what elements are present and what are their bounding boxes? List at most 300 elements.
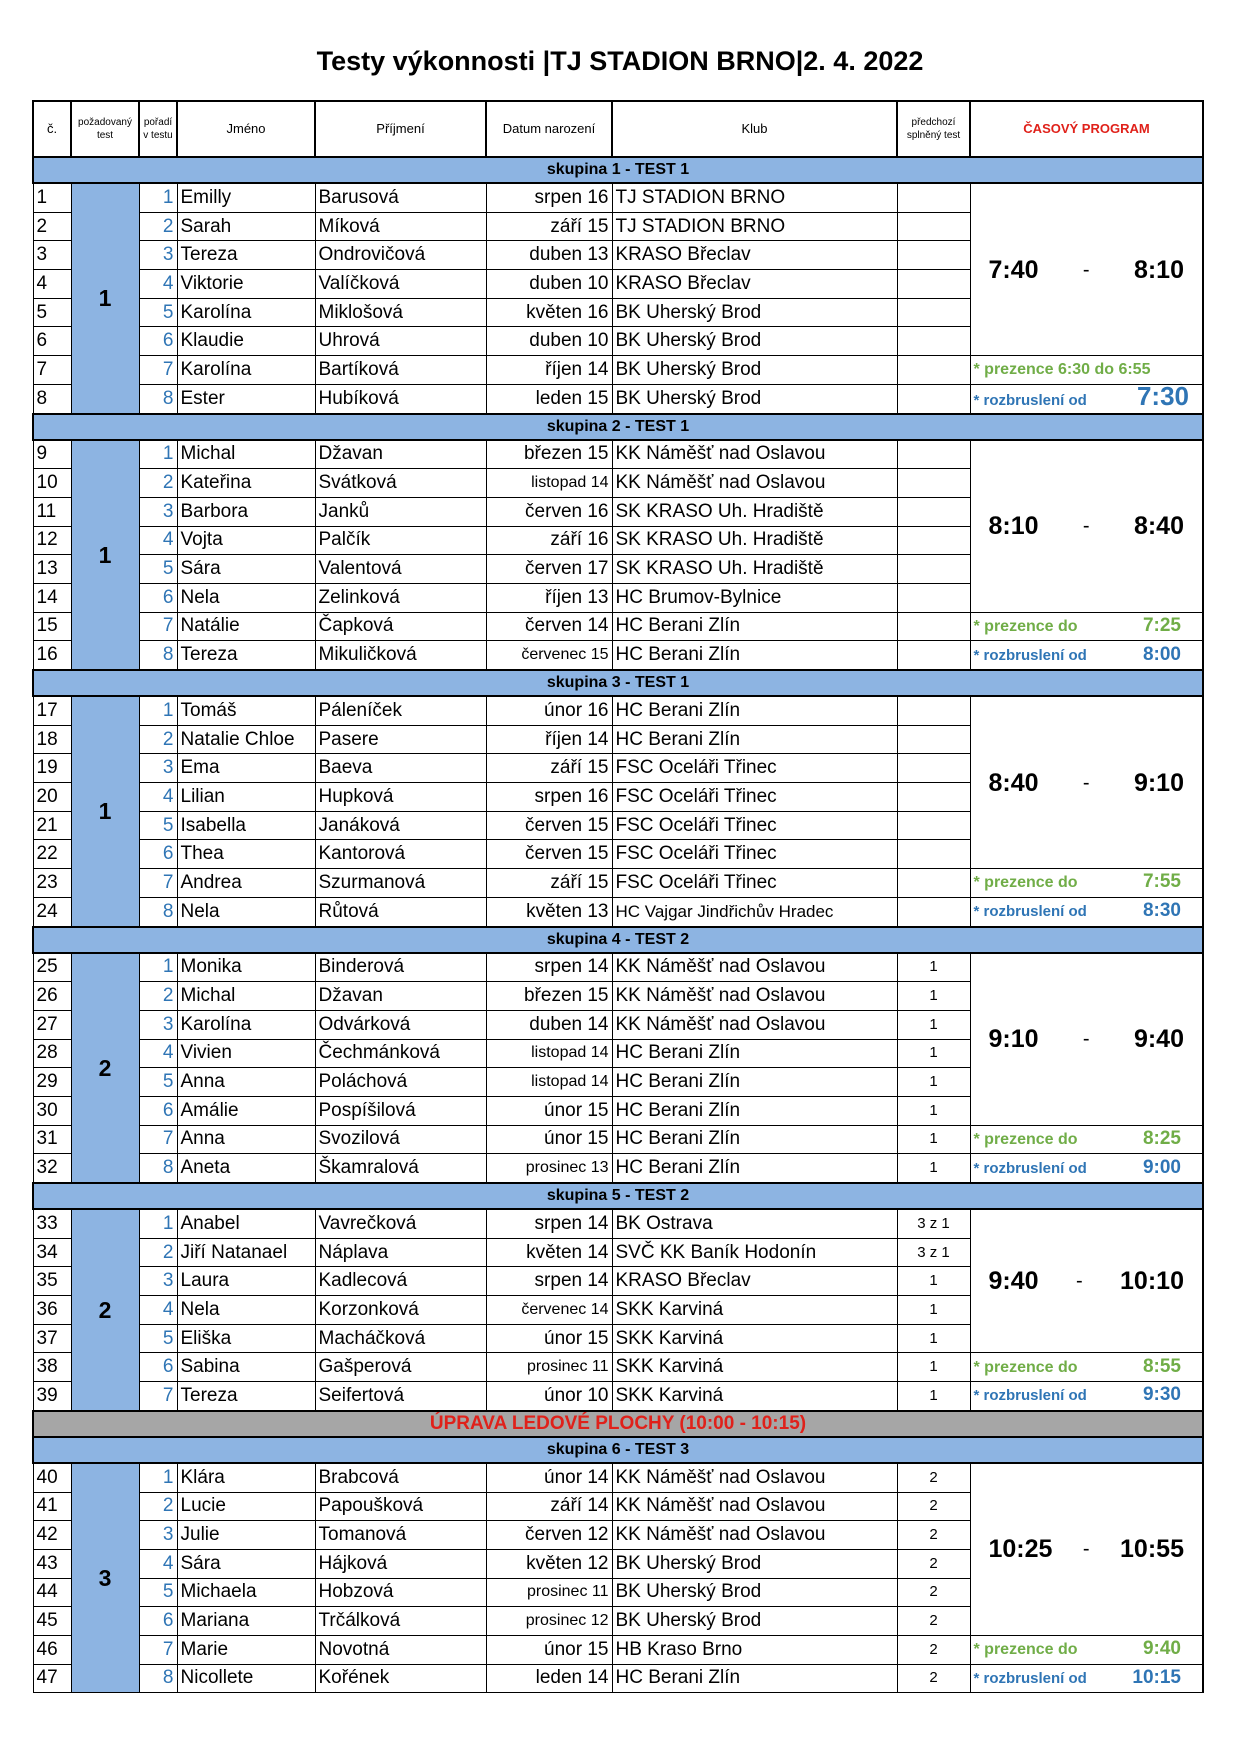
date-of-birth: září 15 (486, 212, 612, 241)
previous-test: 1 (897, 1296, 970, 1325)
date-of-birth: červen 17 (486, 555, 612, 584)
order-in-test: 8 (139, 641, 177, 670)
first-name: Tomáš (177, 696, 315, 725)
date-of-birth: červen 15 (486, 840, 612, 869)
date-of-birth: prosinec 11 (486, 1353, 612, 1382)
date-of-birth: leden 14 (486, 1664, 612, 1693)
order-in-test: 3 (139, 1010, 177, 1039)
surname: Páleníček (315, 696, 486, 725)
surname: Gašperová (315, 1353, 486, 1382)
date-of-birth: srpen 16 (486, 183, 612, 212)
first-name: Anna (177, 1125, 315, 1154)
surname: Mikuličková (315, 641, 486, 670)
club: BK Uherský Brod (612, 1607, 897, 1636)
order-in-test: 3 (139, 497, 177, 526)
warmup-time: 10:15 (1132, 1666, 1181, 1688)
date-of-birth: listopad 14 (486, 1039, 612, 1068)
time-dash: - (1082, 515, 1090, 538)
date-of-birth: květen 16 (486, 298, 612, 327)
prezence-label: * prezence 6:30 do 6:55 (973, 360, 1151, 378)
club: KK Náměšť nad Oslavou (612, 1492, 897, 1521)
surname: Růtová (315, 897, 486, 926)
row-number: 37 (33, 1324, 71, 1353)
first-name: Kateřina (177, 469, 315, 498)
time-range (971, 1535, 1203, 1564)
prezence-line (974, 360, 1200, 380)
surname: Kadlecová (315, 1267, 486, 1296)
club: HC Berani Zlín (612, 725, 897, 754)
club: BK Uherský Brod (612, 298, 897, 327)
club: SKK Karviná (612, 1382, 897, 1411)
previous-test (897, 241, 970, 270)
first-name: Tereza (177, 641, 315, 670)
time-from: 10:25 (988, 1535, 1053, 1564)
previous-test (897, 298, 970, 327)
surname: Trčálková (315, 1607, 486, 1636)
date-of-birth: duben 10 (486, 327, 612, 356)
header-surname: Příjmení (315, 101, 486, 157)
first-name: Klára (177, 1463, 315, 1492)
club: BK Uherský Brod (612, 327, 897, 356)
order-in-test: 2 (139, 982, 177, 1011)
prezence-label: * prezence do (973, 1130, 1078, 1148)
time-range (971, 1025, 1203, 1054)
first-name: Julie (177, 1521, 315, 1550)
warmup-label: * rozbruslení od (973, 1159, 1087, 1177)
prezence-label: * prezence do (973, 617, 1078, 635)
first-name: Laura (177, 1267, 315, 1296)
club: KRASO Břeclav (612, 241, 897, 270)
row-number: 22 (33, 840, 71, 869)
time-slot (970, 696, 1203, 869)
row-number: 4 (33, 270, 71, 299)
club: FSC Oceláři Třinec (612, 783, 897, 812)
date-of-birth: říjen 13 (486, 583, 612, 612)
row-number: 11 (33, 497, 71, 526)
row-number: 17 (33, 696, 71, 725)
surname: Janků (315, 497, 486, 526)
first-name: Natálie (177, 612, 315, 641)
surname: Pasere (315, 725, 486, 754)
surname: Náplava (315, 1238, 486, 1267)
row-number: 33 (33, 1209, 71, 1238)
surname: Zelinková (315, 583, 486, 612)
first-name: Amálie (177, 1096, 315, 1125)
previous-test: 2 (897, 1664, 970, 1693)
date-of-birth: prosinec 13 (486, 1154, 612, 1183)
surname: Szurmanová (315, 869, 486, 898)
club: KRASO Břeclav (612, 1267, 897, 1296)
first-name: Andrea (177, 869, 315, 898)
date-of-birth: září 15 (486, 869, 612, 898)
time-slot (970, 440, 1203, 613)
prezence-line (974, 1639, 1200, 1660)
first-name: Karolína (177, 298, 315, 327)
header-previous-test: předchozí splněný test (897, 101, 970, 157)
order-in-test: 8 (139, 1664, 177, 1693)
time-from: 7:40 (988, 255, 1039, 284)
surname: Uhrová (315, 327, 486, 356)
order-in-test: 6 (139, 327, 177, 356)
group-label: skupina 6 - TEST 3 (33, 1437, 1203, 1463)
order-in-test: 2 (139, 1492, 177, 1521)
table-row (33, 1154, 1203, 1183)
first-name: Monika (177, 953, 315, 982)
row-number: 25 (33, 953, 71, 982)
warmup-label: * rozbruslení od (973, 646, 1087, 664)
previous-test: 2 (897, 1635, 970, 1664)
warmup-cell (970, 1154, 1203, 1183)
club: FSC Oceláři Třinec (612, 869, 897, 898)
club: HC Berani Zlín (612, 641, 897, 670)
row-number: 35 (33, 1267, 71, 1296)
order-in-test: 1 (139, 440, 177, 469)
required-test: 2 (71, 953, 139, 1184)
row-number: 19 (33, 754, 71, 783)
order-in-test: 5 (139, 811, 177, 840)
header-c: č. (33, 101, 71, 157)
previous-test (897, 754, 970, 783)
order-in-test: 4 (139, 270, 177, 299)
date-of-birth: únor 16 (486, 696, 612, 725)
warmup-label: * rozbruslení od (973, 1387, 1087, 1405)
club: HC Berani Zlín (612, 1096, 897, 1125)
first-name: Emilly (177, 183, 315, 212)
prezence-line (974, 1357, 1200, 1378)
date-of-birth: duben 14 (486, 1010, 612, 1039)
surname: Hájková (315, 1549, 486, 1578)
first-name: Viktorie (177, 270, 315, 299)
order-in-test: 7 (139, 1125, 177, 1154)
time-range (971, 768, 1203, 797)
previous-test (897, 183, 970, 212)
header-order: pořadí v testu (139, 101, 177, 157)
group-header-row (33, 927, 1203, 953)
surname: Brabcová (315, 1463, 486, 1492)
date-of-birth: listopad 14 (486, 469, 612, 498)
surname: Poláchová (315, 1068, 486, 1097)
surname: Vavrečková (315, 1209, 486, 1238)
surname: Míková (315, 212, 486, 241)
order-in-test: 2 (139, 1238, 177, 1267)
first-name: Thea (177, 840, 315, 869)
row-number: 27 (33, 1010, 71, 1039)
time-range (971, 255, 1203, 284)
surname: Kantorová (315, 840, 486, 869)
prezence-time: 7:25 (1142, 614, 1181, 636)
date-of-birth: březen 15 (486, 982, 612, 1011)
surname: Janáková (315, 811, 486, 840)
date-of-birth: září 15 (486, 754, 612, 783)
previous-test (897, 612, 970, 641)
row-number: 39 (33, 1382, 71, 1411)
previous-test (897, 384, 970, 413)
previous-test (897, 526, 970, 555)
warmup-cell (970, 1664, 1203, 1693)
club: KK Náměšť nad Oslavou (612, 469, 897, 498)
first-name: Tereza (177, 241, 315, 270)
header-name: Jméno (177, 101, 315, 157)
club: BK Uherský Brod (612, 356, 897, 385)
surname: Čapková (315, 612, 486, 641)
previous-test (897, 270, 970, 299)
row-number: 26 (33, 982, 71, 1011)
first-name: Michal (177, 982, 315, 1011)
group-label: skupina 5 - TEST 2 (33, 1183, 1203, 1209)
date-of-birth: únor 10 (486, 1382, 612, 1411)
warmup-cell (970, 384, 1203, 413)
date-of-birth: červen 15 (486, 811, 612, 840)
club: KK Náměšť nad Oslavou (612, 1010, 897, 1039)
order-in-test: 1 (139, 696, 177, 725)
date-of-birth: květen 12 (486, 1549, 612, 1578)
order-in-test: 5 (139, 1578, 177, 1607)
row-number: 45 (33, 1607, 71, 1636)
club: HC Berani Zlín (612, 1125, 897, 1154)
first-name: Vojta (177, 526, 315, 555)
club: KK Náměšť nad Oslavou (612, 982, 897, 1011)
previous-test (897, 783, 970, 812)
time-range (971, 1267, 1203, 1296)
warmup-time: 8:00 (1142, 643, 1181, 665)
table-row (33, 440, 1203, 469)
date-of-birth: únor 15 (486, 1635, 612, 1664)
prezence-cell (970, 1635, 1203, 1664)
order-in-test: 6 (139, 1096, 177, 1125)
club: HC Berani Zlín (612, 1068, 897, 1097)
time-to: 10:10 (1120, 1267, 1184, 1296)
date-of-birth: srpen 14 (486, 953, 612, 982)
date-of-birth: srpen 14 (486, 1267, 612, 1296)
first-name: Vivien (177, 1039, 315, 1068)
date-of-birth: září 14 (486, 1492, 612, 1521)
ice-resurfacing-notice: ÚPRAVA LEDOVÉ PLOCHY (10:00 - 10:15) (33, 1411, 1203, 1437)
surname: Bartíková (315, 356, 486, 385)
previous-test: 1 (897, 1068, 970, 1097)
order-in-test: 7 (139, 612, 177, 641)
surname: Palčík (315, 526, 486, 555)
date-of-birth: listopad 14 (486, 1068, 612, 1097)
first-name: Tereza (177, 1382, 315, 1411)
date-of-birth: březen 15 (486, 440, 612, 469)
previous-test: 1 (897, 1267, 970, 1296)
first-name: Ester (177, 384, 315, 413)
surname: Barusová (315, 183, 486, 212)
first-name: Nela (177, 1296, 315, 1325)
group-header-row (33, 1437, 1203, 1463)
row-number: 8 (33, 384, 71, 413)
page-title: Testy výkonnosti |TJ STADION BRNO|2. 4. 2022 (316, 46, 924, 76)
group-label: skupina 2 - TEST 1 (33, 414, 1203, 440)
club: BK Ostrava (612, 1209, 897, 1238)
club: BK Uherský Brod (612, 1578, 897, 1607)
first-name: Mariana (177, 1607, 315, 1636)
surname: Odvárková (315, 1010, 486, 1039)
previous-test: 3 z 1 (897, 1238, 970, 1267)
first-name: Lilian (177, 783, 315, 812)
time-from: 8:10 (988, 512, 1039, 541)
time-from: 8:40 (988, 768, 1039, 797)
club: KK Náměšť nad Oslavou (612, 953, 897, 982)
surname: Džavan (315, 982, 486, 1011)
row-number: 2 (33, 212, 71, 241)
row-number: 7 (33, 356, 71, 385)
order-in-test: 1 (139, 183, 177, 212)
date-of-birth: prosinec 12 (486, 1607, 612, 1636)
club: HC Berani Zlín (612, 1154, 897, 1183)
prezence-time: 8:55 (1142, 1355, 1181, 1377)
warmup-label: * rozbruslení od (973, 1669, 1087, 1687)
row-number: 23 (33, 869, 71, 898)
row-number: 21 (33, 811, 71, 840)
club: KK Náměšť nad Oslavou (612, 1521, 897, 1550)
first-name: Aneta (177, 1154, 315, 1183)
header-dob: Datum narození (486, 101, 612, 157)
time-slot (970, 953, 1203, 1126)
previous-test: 3 z 1 (897, 1209, 970, 1238)
first-name: Nicollete (177, 1664, 315, 1693)
surname: Svozilová (315, 1125, 486, 1154)
row-number: 9 (33, 440, 71, 469)
date-of-birth: červen 14 (486, 612, 612, 641)
prezence-label: * prezence do (973, 874, 1078, 892)
time-range (971, 512, 1203, 541)
first-name: Sára (177, 1549, 315, 1578)
warmup-cell (970, 641, 1203, 670)
header-club: Klub (612, 101, 897, 157)
date-of-birth: duben 13 (486, 241, 612, 270)
club: TJ STADION BRNO (612, 212, 897, 241)
order-in-test: 8 (139, 1154, 177, 1183)
row-number: 18 (33, 725, 71, 754)
group-header-row (33, 1183, 1203, 1209)
previous-test: 2 (897, 1549, 970, 1578)
group-label: skupina 1 - TEST 1 (33, 157, 1203, 183)
time-slot (970, 1463, 1203, 1636)
date-of-birth: říjen 14 (486, 725, 612, 754)
club: SKK Karviná (612, 1296, 897, 1325)
warmup-line (974, 901, 1200, 922)
required-test: 1 (71, 183, 139, 414)
order-in-test: 6 (139, 583, 177, 612)
date-of-birth: říjen 14 (486, 356, 612, 385)
prezence-cell (970, 869, 1203, 898)
previous-test (897, 897, 970, 926)
row-number: 6 (33, 327, 71, 356)
surname: Ondrovičová (315, 241, 486, 270)
warmup-line (974, 386, 1200, 411)
surname: Valentová (315, 555, 486, 584)
table-row (33, 183, 1203, 212)
first-name: Karolína (177, 1010, 315, 1039)
table-row (33, 356, 1203, 385)
row-number: 42 (33, 1521, 71, 1550)
previous-test (897, 327, 970, 356)
warmup-line (974, 1668, 1200, 1689)
first-name: Jiří Natanael (177, 1238, 315, 1267)
group-label: skupina 4 - TEST 2 (33, 927, 1203, 953)
group-header-row (33, 157, 1203, 183)
previous-test (897, 811, 970, 840)
club: HC Berani Zlín (612, 612, 897, 641)
order-in-test: 5 (139, 1324, 177, 1353)
order-in-test: 4 (139, 783, 177, 812)
surname: Korzonková (315, 1296, 486, 1325)
previous-test: 1 (897, 1353, 970, 1382)
club: SKK Karviná (612, 1353, 897, 1382)
order-in-test: 7 (139, 869, 177, 898)
warmup-label: * rozbruslení od (973, 903, 1087, 921)
prezence-time: 7:55 (1142, 871, 1181, 893)
prezence-cell (970, 1125, 1203, 1154)
header-row (33, 101, 1203, 157)
previous-test (897, 469, 970, 498)
row-number: 13 (33, 555, 71, 584)
order-in-test: 1 (139, 1209, 177, 1238)
prezence-line (974, 872, 1200, 893)
first-name: Sabina (177, 1353, 315, 1382)
previous-test: 1 (897, 982, 970, 1011)
row-number: 43 (33, 1549, 71, 1578)
time-to: 8:40 (1133, 512, 1184, 541)
group-header-row (33, 670, 1203, 696)
warmup-time: 7:30 (1136, 384, 1189, 412)
surname: Papoušková (315, 1492, 486, 1521)
row-number: 47 (33, 1664, 71, 1693)
surname: Hupková (315, 783, 486, 812)
row-number: 32 (33, 1154, 71, 1183)
time-dash: - (1082, 1028, 1090, 1051)
prezence-time: 8:25 (1142, 1127, 1181, 1149)
order-in-test: 6 (139, 1607, 177, 1636)
order-in-test: 5 (139, 555, 177, 584)
order-in-test: 8 (139, 897, 177, 926)
club: KRASO Břeclav (612, 270, 897, 299)
previous-test: 1 (897, 1382, 970, 1411)
row-number: 40 (33, 1463, 71, 1492)
date-of-birth: únor 14 (486, 1463, 612, 1492)
order-in-test: 2 (139, 725, 177, 754)
order-in-test: 4 (139, 1039, 177, 1068)
previous-test: 1 (897, 1154, 970, 1183)
surname: Macháčková (315, 1324, 486, 1353)
date-of-birth: srpen 14 (486, 1209, 612, 1238)
order-in-test: 4 (139, 1549, 177, 1578)
order-in-test: 3 (139, 1267, 177, 1296)
required-test: 2 (71, 1209, 139, 1411)
surname: Miklošová (315, 298, 486, 327)
order-in-test: 5 (139, 1068, 177, 1097)
prezence-line (974, 1129, 1200, 1150)
surname: Pospíšilová (315, 1096, 486, 1125)
row-number: 20 (33, 783, 71, 812)
warmup-time: 9:00 (1142, 1156, 1181, 1178)
club: HC Berani Zlín (612, 1039, 897, 1068)
club: FSC Oceláři Třinec (612, 840, 897, 869)
date-of-birth: duben 10 (486, 270, 612, 299)
warmup-time: 8:30 (1142, 900, 1181, 922)
club: HC Vajgar Jindřichův Hradec (612, 897, 897, 926)
warmup-time: 9:30 (1142, 1384, 1181, 1406)
first-name: Eliška (177, 1324, 315, 1353)
row-number: 12 (33, 526, 71, 555)
date-of-birth: prosinec 11 (486, 1578, 612, 1607)
previous-test: 1 (897, 1324, 970, 1353)
previous-test (897, 440, 970, 469)
previous-test: 1 (897, 953, 970, 982)
previous-test (897, 840, 970, 869)
previous-test: 2 (897, 1578, 970, 1607)
